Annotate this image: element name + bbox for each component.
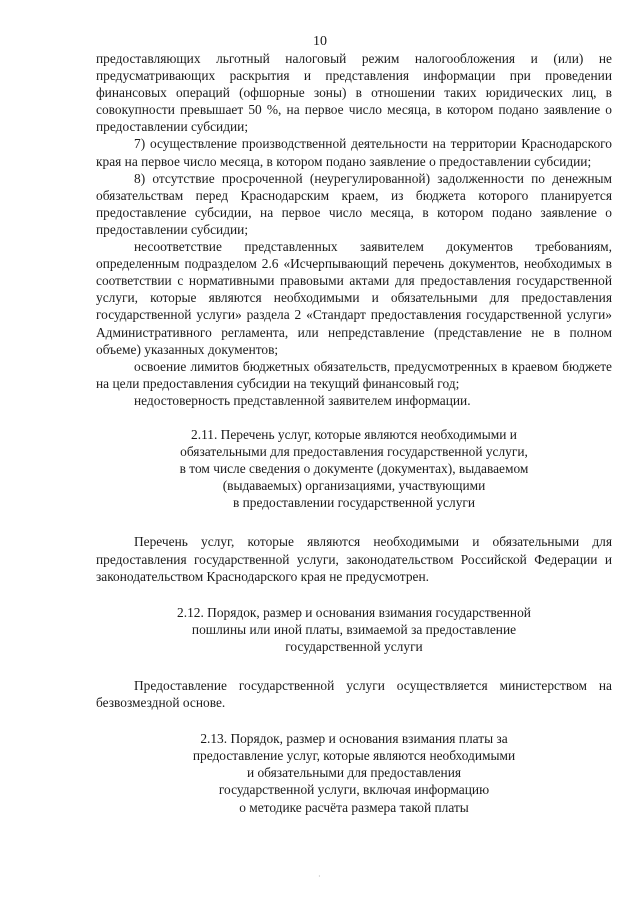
section-heading-2-12: 2.12. Порядок, размер и основания взимания государственной пошлины или иной платы, взимаемой за предоставление государственной услуги: [177, 604, 531, 654]
paragraph-budget-limits: освоение лимитов бюджетных обязательств, предусмотренных в краевом бюджете на цели предоставления субсидии на текущий финансовый год;: [96, 358, 612, 391]
paragraph-item-7: 7) осуществление производственной деятельности на территории Краснодарского края на первое число месяца, в котором подано заявление о предоставлении субсидии;: [96, 136, 612, 169]
section-text-2-11: Перечень услуг, которые являются необходимыми и обязательными для предоставления государственной услуги, законодательством Российской Федерации и законодательством Краснодарского края не предусмотрен.: [96, 534, 612, 584]
paragraph-false-information: недостоверность представленной заявителем информации.: [134, 392, 471, 408]
section-heading-2-11: 2.11. Перечень услуг, которые являются необходимыми и обязательными для предоставления государственной услуги, в том числе сведения о документе (документах), выдаваемом (выдаваемых) организациями, участвующими в предоставлении государственной услуги: [179, 426, 529, 511]
scan-dot: ·: [318, 872, 321, 881]
section-heading-2-13: 2.13. Порядок, размер и основания взимания платы за предоставление услуг, которые являются необходимыми и обязательными для предоставления государственной услуги, включая информацию о методике расчёта размера такой платы: [192, 731, 516, 815]
document-body: [96, 50, 612, 816]
page-number: 10: [313, 34, 327, 49]
paragraph-offshore-continuation: предоставляющих льготный налоговый режим налогообложения и (или) не предусматривающих раскрытия и представления информации при проведении финансовых операций (офшорные зоны) в отношении таких юридических лиц, в совокупности превышает 50 %, на первое число месяца, в котором подано заявление о предоставлении субсидии;: [96, 51, 612, 135]
paragraph-documents-mismatch: несоответствие представленных заявителем документов требованиям, определенным подразделом 2.6 «Исчерпывающий перечень документов, необходимых в соответствии с нормативными правовыми актами для предоставления государственной услуги, которые являются необходимыми и обязательными для предоставления государственной услуги» раздела 2 «Стандарт предоставления государственной услуги» Административного регламента, или непредставление (представление не в полном объеме) указанных документов;: [96, 239, 612, 357]
paragraph-item-8: 8) отсутствие просроченной (неурегулированной) задолженности по денежным обязательствам перед Краснодарским краем, из бюджета которого планируется предоставление субсидии, на первое число месяца, в котором подано заявление о предоставлении субсидии;: [96, 170, 612, 237]
section-text-2-12: Предоставление государственной услуги осуществляется министерством на безвозмездной основе.: [96, 678, 612, 711]
